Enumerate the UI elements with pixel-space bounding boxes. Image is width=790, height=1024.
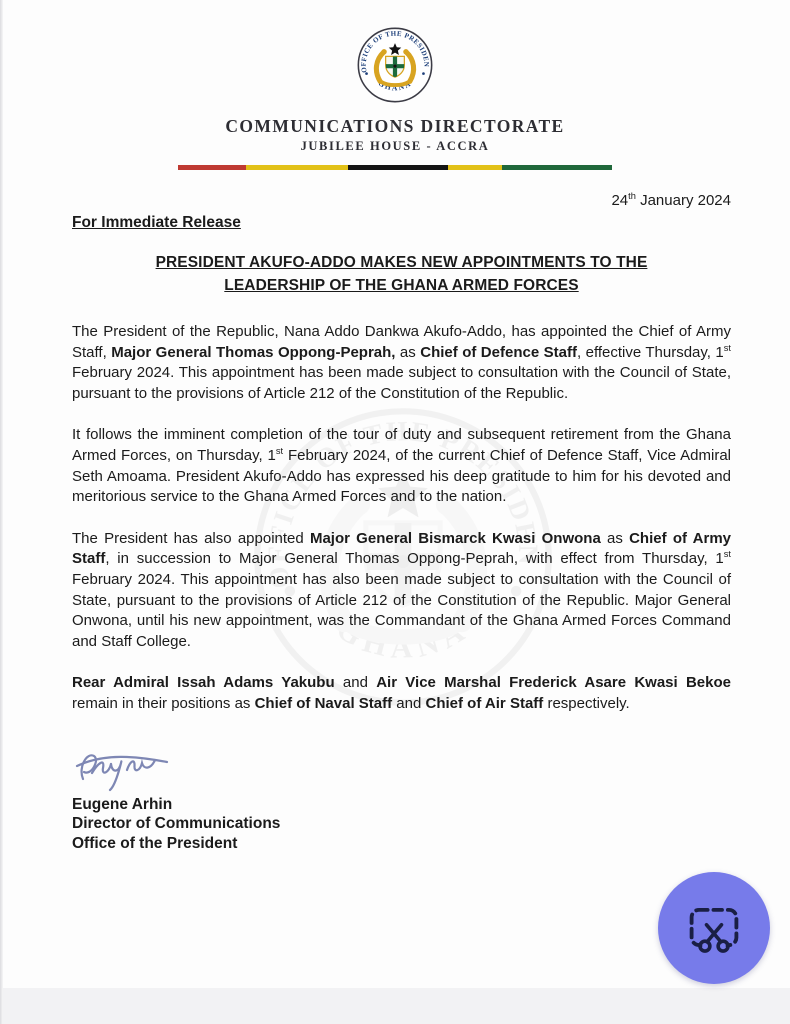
flag-bar-green (502, 165, 612, 170)
release-label: For Immediate Release (72, 214, 241, 231)
headline-line-2: LEADERSHIP OF THE GHANA ARMED FORCES (224, 277, 579, 294)
handwritten-signature (74, 743, 174, 793)
headline (72, 251, 731, 297)
flag-bar-gold (246, 165, 348, 170)
flag-bar-black (348, 165, 448, 170)
release-date: 24th January 2024 (611, 191, 731, 209)
paragraph-retirement-amoama: It follows the imminent completion of the tour of duty and subsequent retirement from the Ghana Armed Forces, on Thursday, 1st February 2024, of the current Chief of Defence Staff, Vice Admiral Seth Amoama. President Akufo-Addo has expressed his deep gratitude to him for his devoted and meritorious service to the Ghana Armed Forces and to the nation. (72, 426, 732, 506)
background-strip (0, 988, 790, 1024)
crop-scissors-icon (682, 896, 746, 960)
flag-bar-gold-2 (448, 165, 502, 170)
signer-name: Eugene Arhin (72, 795, 173, 813)
letterhead (0, 0, 790, 170)
ghana-flag-bar (178, 165, 612, 170)
signer-role: Director of Communications (72, 815, 281, 832)
flag-bar-red (178, 165, 246, 170)
signer-office: Office of the President (72, 834, 238, 852)
directorate-title: COMMUNICATIONS DIRECTORATE (225, 116, 565, 136)
crop-screenshot-button[interactable] (658, 872, 770, 984)
signer-details (72, 795, 731, 854)
press-release-body (0, 192, 790, 853)
paragraph-appointment-cds: The President of the Republic, Nana Addo Dankwa Akufo-Addo, has appointed the Chief of Army Staff, Major General Thomas Oppong-Peprah, as Chief of Defence Staff, effective Thursday, 1st February 2024. This appointment has been made subject to consultation with the Council of State, pursuant to the provisions of Article 212 of the Constitution of the Republic. (72, 323, 731, 402)
page-left-edge (0, 0, 3, 1024)
presidential-seal (0, 26, 790, 109)
signature-block (72, 743, 731, 854)
paragraph-naval-air-staff: Rear Admiral Issah Adams Yakubu and Air Vice Marshal Frederick Asare Kwasi Bekoe remain in their positions as Chief of Naval Staff and Chief of Air Staff respectively. (72, 674, 731, 712)
headline-line-1: PRESIDENT AKUFO-ADDO MAKES NEW APPOINTMENTS TO THE (155, 254, 648, 271)
paragraph-appointment-coas: The President has also appointed Major General Bismarck Kwasi Onwona as Chief of Army Staff, in succession to Major General Thomas Oppong-Peprah, with effect from Thursday, 1st February 2024. This appointment has also been made subject to consultation with the Council of State, pursuant to the provisions of Article 212 of the Constitution of the Republic. Major General Onwona, until his new appointment, was the Commandant of the Ghana Armed Forces Command and Staff College. (72, 529, 731, 650)
directorate-address: JUBILEE HOUSE - ACCRA (300, 139, 490, 153)
